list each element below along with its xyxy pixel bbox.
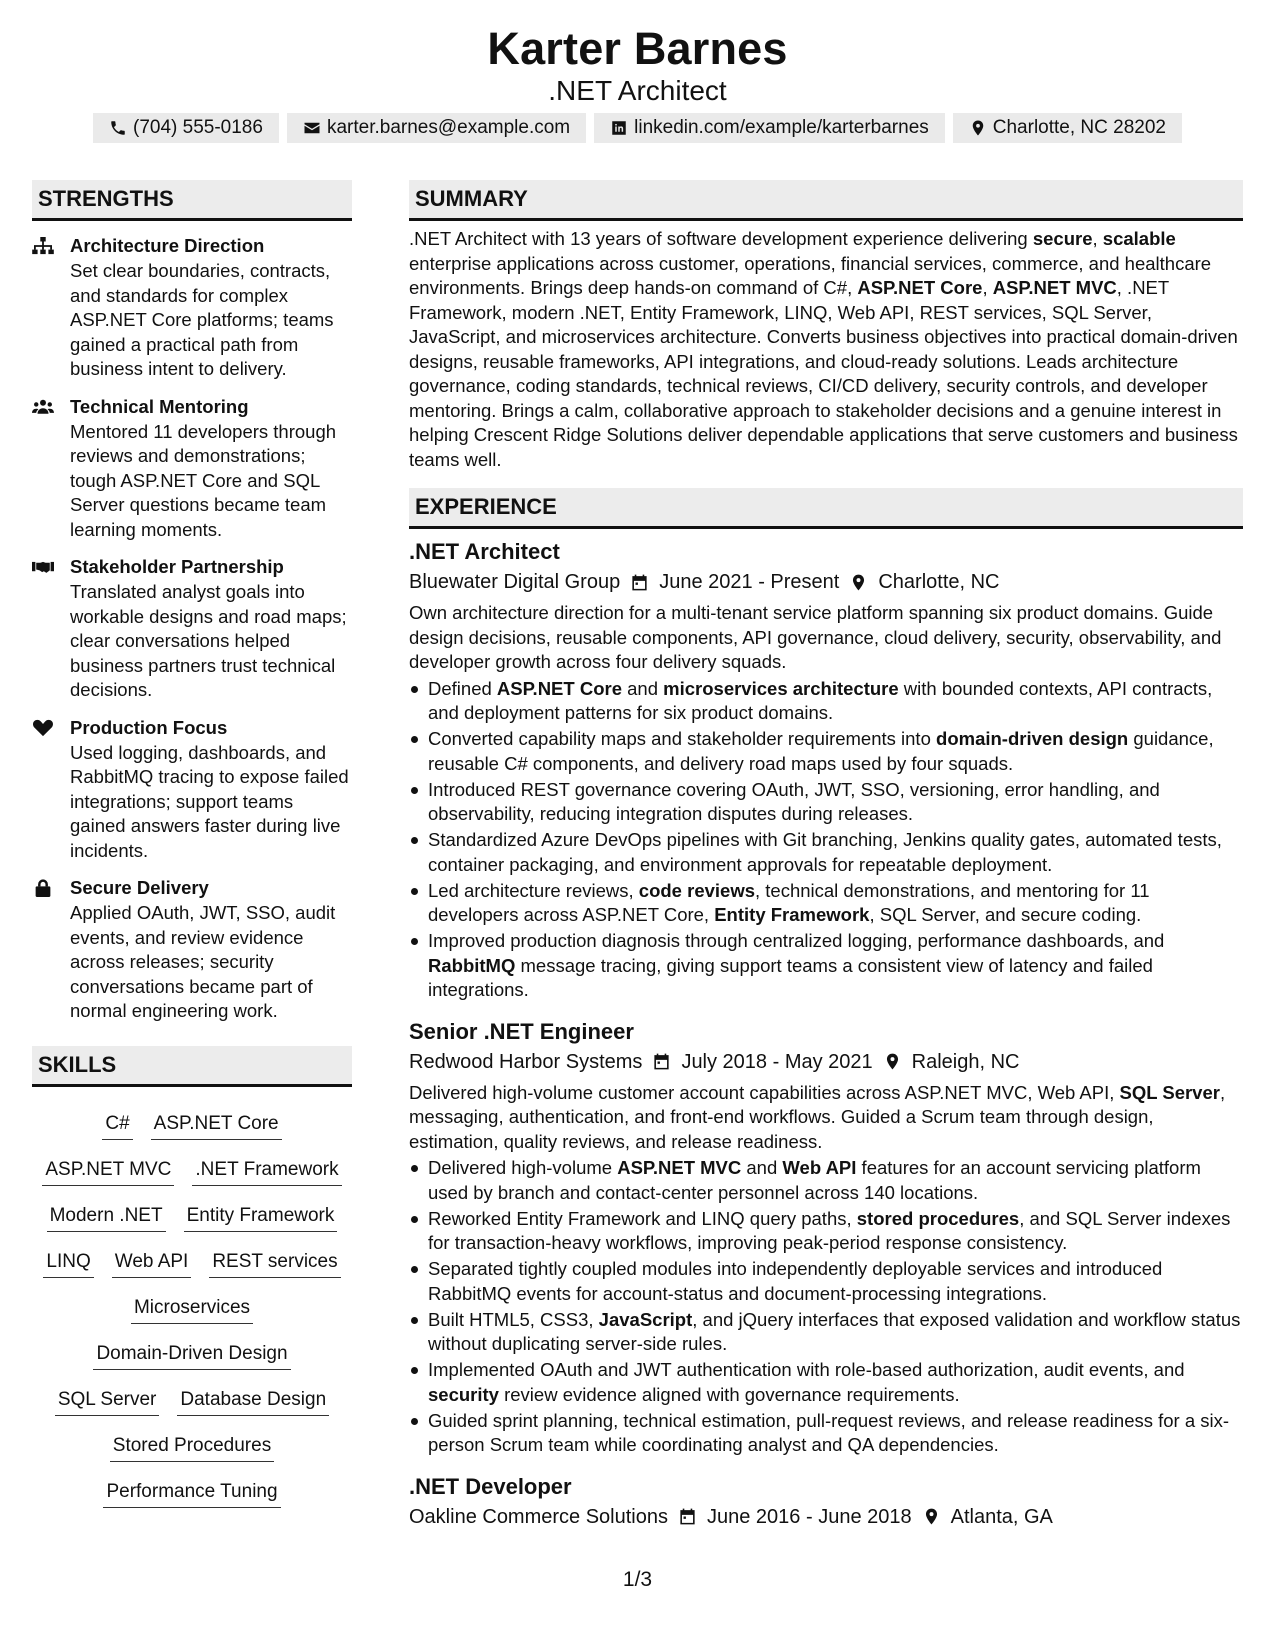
job-company: Oakline Commerce Solutions bbox=[409, 1505, 668, 1528]
skill-tag: Domain-Driven Design bbox=[93, 1341, 290, 1370]
skill-tag: Database Design bbox=[177, 1387, 329, 1416]
strength-item bbox=[32, 394, 352, 543]
skill-tag: ASP.NET MVC bbox=[42, 1157, 174, 1186]
list-item: Built HTML5, CSS3, JavaScript, and jQuery interfaces that exposed validation and workflow status without duplicating server-side rules. bbox=[409, 1308, 1243, 1357]
map-pin-icon bbox=[969, 119, 987, 137]
skills-list bbox=[32, 1101, 352, 1515]
strength-title: Stakeholder Partnership bbox=[70, 556, 284, 577]
skill-tag: Stored Procedures bbox=[110, 1433, 274, 1462]
job-company: Redwood Harbor Systems bbox=[409, 1050, 643, 1073]
job-location: Atlanta, GA bbox=[950, 1505, 1053, 1528]
skills-heading: SKILLS bbox=[32, 1046, 352, 1087]
strength-item bbox=[32, 554, 352, 703]
resume-header bbox=[0, 22, 1275, 108]
summary-heading: SUMMARY bbox=[409, 180, 1243, 221]
job-meta bbox=[409, 567, 1243, 597]
list-item: Standardized Azure DevOps pipelines with Git branching, Jenkins quality gates, automated tests, container packaging, and environment approvals for repeatable deployment. bbox=[409, 828, 1243, 877]
skill-tag: LINQ bbox=[43, 1249, 93, 1278]
envelope-icon bbox=[303, 119, 321, 137]
contact-linkedin[interactable] bbox=[594, 113, 945, 143]
contact-phone bbox=[93, 113, 279, 143]
heart-icon bbox=[32, 719, 54, 737]
contact-email[interactable] bbox=[287, 113, 586, 143]
job-bullets bbox=[409, 1156, 1243, 1458]
list-item: Led architecture reviews, code reviews, technical demonstrations, and mentoring for 11 developers across ASP.NET Core, Entity Framework, SQL Server, and secure coding. bbox=[409, 879, 1243, 928]
page-number: 1/3 bbox=[622, 1568, 653, 1591]
strength-item bbox=[32, 233, 352, 382]
strength-item bbox=[32, 715, 352, 864]
strength-desc: Mentored 11 developers through reviews and demonstrations; tough ASP.NET Core and SQL Server questions became team learning moments. bbox=[70, 420, 337, 540]
strength-desc: Applied OAuth, JWT, SSO, audit events, and review evidence across releases; security conversations became part of normal engineering work. bbox=[70, 902, 336, 1021]
job-dates: June 2021 - Present bbox=[659, 571, 840, 593]
lock-icon bbox=[32, 879, 54, 897]
list-item: Defined ASP.NET Core and microservices architecture with bounded contexts, API contracts, and deployment patterns for six product domains. bbox=[409, 677, 1243, 726]
job-entry bbox=[409, 537, 1243, 1003]
skill-tag: Modern .NET bbox=[47, 1203, 166, 1232]
job-title: Senior .NET Engineer bbox=[409, 1018, 634, 1044]
strength-title: Secure Delivery bbox=[70, 877, 209, 898]
users-icon bbox=[32, 398, 54, 416]
sitemap-icon bbox=[32, 237, 54, 255]
map-pin-icon bbox=[883, 1052, 902, 1071]
job-entry bbox=[409, 1472, 1243, 1532]
job-intro: Delivered high-volume customer account capabilities across ASP.NET MVC, Web API, SQL Server, messaging, authentication, and front-end workflows. Guided a Scrum team through design, estimation, quality reviews, and release readiness. bbox=[409, 1081, 1226, 1152]
experience-heading: EXPERIENCE bbox=[409, 488, 1243, 529]
right-column bbox=[409, 180, 1243, 1536]
calendar-icon bbox=[678, 1507, 697, 1526]
contact-bar bbox=[0, 113, 1275, 143]
skill-tag: C# bbox=[102, 1111, 132, 1140]
job-location: Charlotte, NC bbox=[878, 571, 1000, 593]
job-meta bbox=[409, 1047, 1243, 1077]
contact-linkedin-text: linkedin.com/example/karterbarnes bbox=[634, 117, 929, 138]
list-item: Improved production diagnosis through centralized logging, performance dashboards, and RabbitMQ message tracing, giving support teams a consistent view of latency and failed integrations. bbox=[409, 929, 1243, 1003]
contact-phone-text: (704) 555-0186 bbox=[133, 117, 263, 138]
handshake-icon bbox=[32, 558, 54, 576]
skill-tag: SQL Server bbox=[55, 1387, 160, 1416]
strength-desc: Translated analyst goals into workable designs and road maps; clear conversations helped business partners trust technical decisions. bbox=[70, 581, 347, 700]
job-title: .NET Architect bbox=[409, 539, 560, 564]
candidate-name: Karter Barnes bbox=[487, 23, 788, 74]
map-pin-icon bbox=[849, 573, 868, 592]
job-intro: Own architecture direction for a multi-tenant service platform spanning six product domains. Guide design decisions, reusable components, API governance, cloud delivery, security, observability, and developer growth across four delivery squads. bbox=[409, 602, 1222, 672]
skill-tag: Microservices bbox=[131, 1295, 253, 1324]
contact-location bbox=[953, 113, 1182, 143]
candidate-title: .NET Architect bbox=[548, 75, 727, 106]
experience-list bbox=[409, 537, 1243, 1532]
strength-title: Technical Mentoring bbox=[70, 395, 249, 417]
calendar-icon bbox=[652, 1052, 671, 1071]
list-item: Introduced REST governance covering OAuth, JWT, SSO, versioning, error handling, and observability, reducing integration disputes during releases. bbox=[409, 778, 1243, 827]
list-item: Separated tightly coupled modules into independently deployable services and introduced RabbitMQ events for account-status and document-processing integrations. bbox=[409, 1257, 1243, 1306]
contact-location-text: Charlotte, NC 28202 bbox=[992, 117, 1166, 138]
job-location: Raleigh, NC bbox=[911, 1050, 1020, 1073]
list-item: Guided sprint planning, technical estimation, pull-request reviews, and release readiness for a six-person Scrum team while coordinating analyst and QA dependencies. bbox=[409, 1409, 1243, 1458]
strengths-heading: STRENGTHS bbox=[32, 180, 352, 221]
skill-tag: .NET Framework bbox=[192, 1157, 341, 1186]
job-company: Bluewater Digital Group bbox=[409, 571, 621, 593]
left-column bbox=[32, 180, 352, 1515]
list-item: Implemented OAuth and JWT authentication with role-based authorization, audit events, and security review evidence aligned with governance requirements. bbox=[409, 1358, 1243, 1407]
job-title: .NET Developer bbox=[409, 1473, 572, 1499]
skill-tag: Web API bbox=[112, 1249, 192, 1278]
skill-tag: Entity Framework bbox=[184, 1203, 338, 1232]
strength-desc: Used logging, dashboards, and RabbitMQ tracing to expose failed integrations; support teams gained answers faster during live incidents. bbox=[70, 741, 349, 861]
calendar-icon bbox=[630, 573, 649, 592]
list-item: Reworked Entity Framework and LINQ query paths, stored procedures, and SQL Server indexes for transaction-heavy workflows, improving peak-period response consistency. bbox=[409, 1207, 1243, 1256]
phone-icon bbox=[109, 119, 127, 137]
job-bullets bbox=[409, 677, 1243, 1003]
job-entry bbox=[409, 1017, 1243, 1458]
skill-tag: Performance Tuning bbox=[103, 1479, 280, 1508]
job-meta bbox=[409, 1502, 1243, 1532]
strength-title: Production Focus bbox=[70, 716, 228, 738]
map-pin-icon bbox=[922, 1507, 941, 1526]
strength-title: Architecture Direction bbox=[70, 235, 265, 256]
linkedin-icon bbox=[610, 119, 628, 137]
skill-tag: ASP.NET Core bbox=[151, 1111, 282, 1140]
summary-text: .NET Architect with 13 years of software development experience delivering secure, scalable enterprise applications across customer, operations, financial services, commerce, and healthcare environments. Brings deep hands-on command of C#, ASP.NET Core, ASP.NET MVC, .NET Framework, modern .NET, Entity Framework, LINQ, Web API, REST services, SQL Server, JavaScript, and microservices architecture. Converts business objectives into practical domain-driven designs, reusable frameworks, API integrations, and cloud-ready solutions. Leads architecture governance, coding standards, technical reviews, CI/CD delivery, security controls, and developer mentoring. Brings a calm, collaborative approach to stakeholder decisions and a genuine interest in helping Crescent Ridge Solutions deliver dependable applications that serve customers and business teams well. bbox=[409, 228, 1238, 470]
skill-tag: REST services bbox=[209, 1249, 340, 1278]
list-item: Delivered high-volume ASP.NET MVC and Web API features for an account servicing platform used by branch and contact-center personnel across 140 locations. bbox=[409, 1156, 1243, 1205]
job-dates: June 2016 - June 2018 bbox=[707, 1505, 912, 1528]
strength-desc: Set clear boundaries, contracts, and standards for complex ASP.NET Core platforms; teams gained a practical path from business intent to delivery. bbox=[70, 260, 334, 379]
list-item: Converted capability maps and stakeholder requirements into domain-driven design guidance, reusable C# components, and delivery road maps used by four squads. bbox=[409, 727, 1243, 776]
job-dates: July 2018 - May 2021 bbox=[681, 1050, 873, 1073]
strength-item bbox=[32, 875, 352, 1024]
contact-email-text: karter.barnes@example.com bbox=[326, 117, 571, 138]
